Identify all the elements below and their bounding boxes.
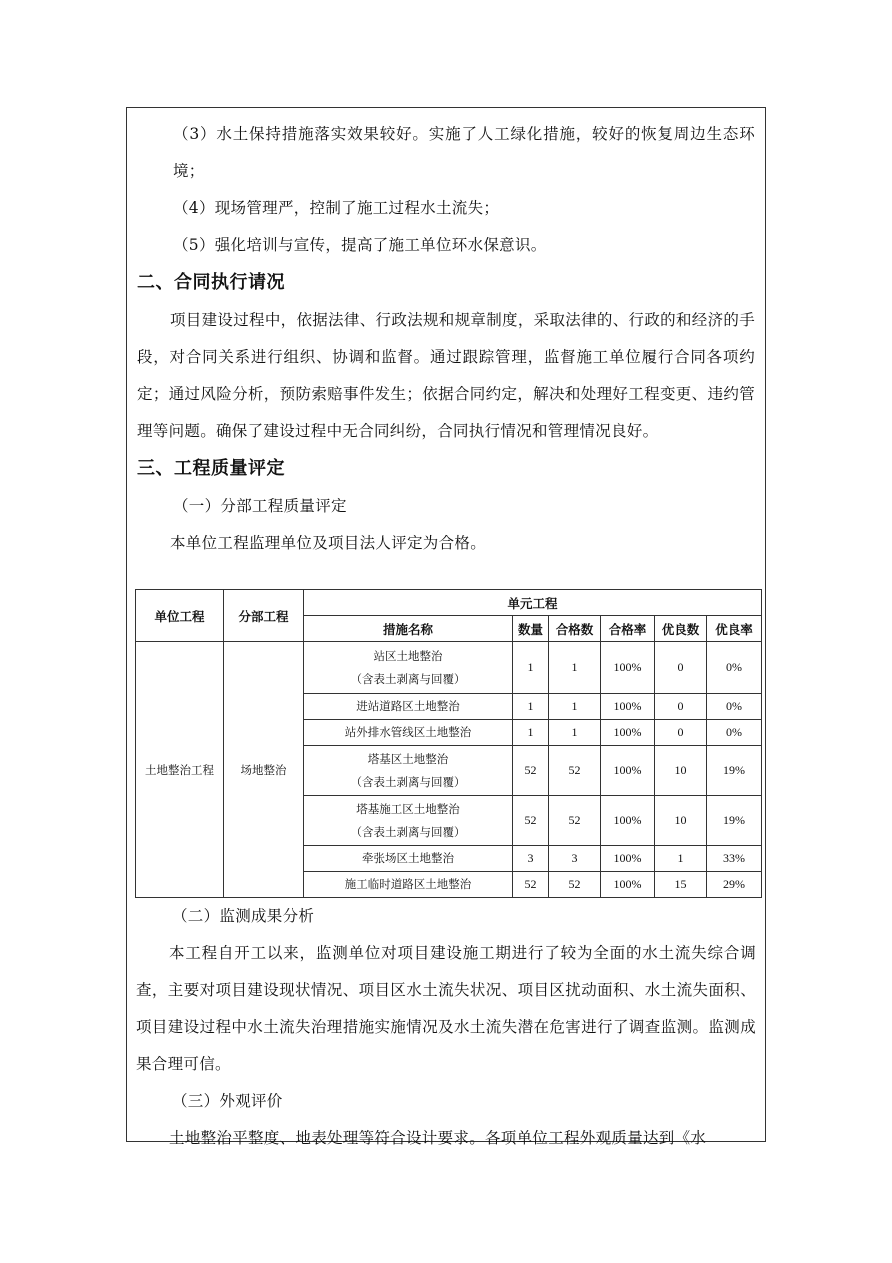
cell-quantity: 1: [513, 642, 549, 694]
list-item-5: （5）强化培训与宣传，提高了施工单位环水保意识。: [173, 236, 547, 254]
contract-paragraph: 项目建设过程中，依据法律、行政法规和规章制度，采取法律的、行政的和经济的手段，对合同关系进行组织、协调和监督。通过跟踪管理，监督施工单位履行合同各项约定；通过风险分析，预防索赔事件发生；依据合同约定，解决和处理好工程变更、违约管理等问题。确保了建设过程中无合同纠纷，合同执行情况和管理情况良好。: [137, 311, 755, 440]
measure-name-text: 塔基施工区土地整治: [356, 801, 460, 816]
cell-excellent-rate: 29%: [707, 872, 762, 898]
header-qualified-count: 合格数: [549, 616, 601, 642]
section-heading-quality: 三、工程质量评定: [137, 458, 285, 479]
cell-quantity: 1: [513, 694, 549, 720]
cell-measure-name: 进站道路区土地整治: [304, 694, 513, 720]
measure-name-text: 塔基区土地整治: [367, 751, 449, 766]
cell-qualified-rate: 100%: [601, 642, 655, 694]
after-table-content: [136, 898, 756, 1157]
cell-qualified-count: 1: [549, 642, 601, 694]
header-measure-name: 措施名称: [304, 616, 513, 642]
cell-qualified-rate: 100%: [601, 872, 655, 898]
cell-qualified-rate: 100%: [601, 694, 655, 720]
measure-name-text: 站区土地整治: [373, 648, 443, 663]
cell-excellent-rate: 19%: [707, 746, 762, 796]
header-qualified-rate: 合格率: [601, 616, 655, 642]
cell-excellent-rate: 0%: [707, 720, 762, 746]
section-heading-contract: 二、合同执行请况: [137, 272, 285, 293]
cell-excellent-count: 10: [655, 746, 707, 796]
cell-qualified-count: 52: [549, 746, 601, 796]
cell-unit-project: 土地整治工程: [136, 642, 224, 898]
cell-qualified-count: 52: [549, 872, 601, 898]
cell-excellent-count: 0: [655, 642, 707, 694]
document-content: [127, 108, 765, 562]
quality-table: [135, 589, 762, 898]
cell-excellent-count: 0: [655, 694, 707, 720]
header-element-project: 单元工程: [304, 590, 762, 616]
header-quantity: 数量: [513, 616, 549, 642]
cell-quantity: 1: [513, 720, 549, 746]
cell-qualified-count: 3: [549, 846, 601, 872]
cell-qualified-rate: 100%: [601, 720, 655, 746]
cell-excellent-rate: 0%: [707, 694, 762, 720]
cell-measure-name: 施工临时道路区土地整治: [304, 872, 513, 898]
cell-qualified-count: 52: [549, 796, 601, 846]
cell-excellent-count: 0: [655, 720, 707, 746]
cell-excellent-rate: 33%: [707, 846, 762, 872]
header-excellent-rate: 优良率: [707, 616, 762, 642]
appearance-paragraph: 土地整治平整度、地表处理等符合设计要求。各项单位工程外观质量达到《水: [169, 1129, 707, 1147]
measure-name-note: （含表土剥离与回覆）: [350, 774, 466, 789]
list-item-3: （3）水土保持措施落实效果较好。实施了人工绿化措施，较好的恢复周边生态环境；: [173, 125, 755, 180]
cell-quantity: 52: [513, 746, 549, 796]
cell-measure-name: 站外排水管线区土地整治: [304, 720, 513, 746]
cell-quantity: 52: [513, 872, 549, 898]
cell-qualified-rate: 100%: [601, 846, 655, 872]
cell-measure-name: [304, 642, 513, 694]
header-division-project: 分部工程: [224, 590, 304, 642]
header-unit-project: 单位工程: [136, 590, 224, 642]
cell-measure-name: [304, 796, 513, 846]
cell-qualified-count: 1: [549, 694, 601, 720]
monitoring-paragraph: 本工程自开工以来，监测单位对项目建设施工期进行了较为全面的水土流失综合调查，主要对项目建设现状情况、项目区水土流失状况、项目区扰动面积、水土流失面积、项目建设过程中水土流失治理措施实施情况及水土流失潜在危害进行了调查监测。监测成果合理可信。: [136, 944, 756, 1073]
cell-excellent-rate: 19%: [707, 796, 762, 846]
cell-excellent-rate: 0%: [707, 642, 762, 694]
cell-quantity: 3: [513, 846, 549, 872]
cell-measure-name: [304, 746, 513, 796]
cell-quantity: 52: [513, 796, 549, 846]
cell-excellent-count: 15: [655, 872, 707, 898]
subheading-appearance: （三）外观评价: [172, 1092, 283, 1110]
cell-excellent-count: 1: [655, 846, 707, 872]
header-excellent-count: 优良数: [655, 616, 707, 642]
cell-qualified-count: 1: [549, 720, 601, 746]
cell-division-project: 场地整治: [224, 642, 304, 898]
subheading-monitoring: （二）监测成果分析: [172, 907, 315, 925]
division-quality-text: 本单位工程监理单位及项目法人评定为合格。: [170, 534, 487, 552]
list-item-4: （4）现场管理严，控制了施工过程水土流失；: [173, 199, 500, 217]
subheading-division-quality: （一）分部工程质量评定: [173, 497, 347, 515]
measure-name-note: （含表土剥离与回覆）: [350, 824, 466, 839]
measure-name-note: （含表土剥离与回覆）: [350, 671, 466, 686]
cell-qualified-rate: 100%: [601, 746, 655, 796]
cell-measure-name: 牵张场区土地整治: [304, 846, 513, 872]
table-row: [136, 642, 762, 694]
cell-qualified-rate: 100%: [601, 796, 655, 846]
cell-excellent-count: 10: [655, 796, 707, 846]
